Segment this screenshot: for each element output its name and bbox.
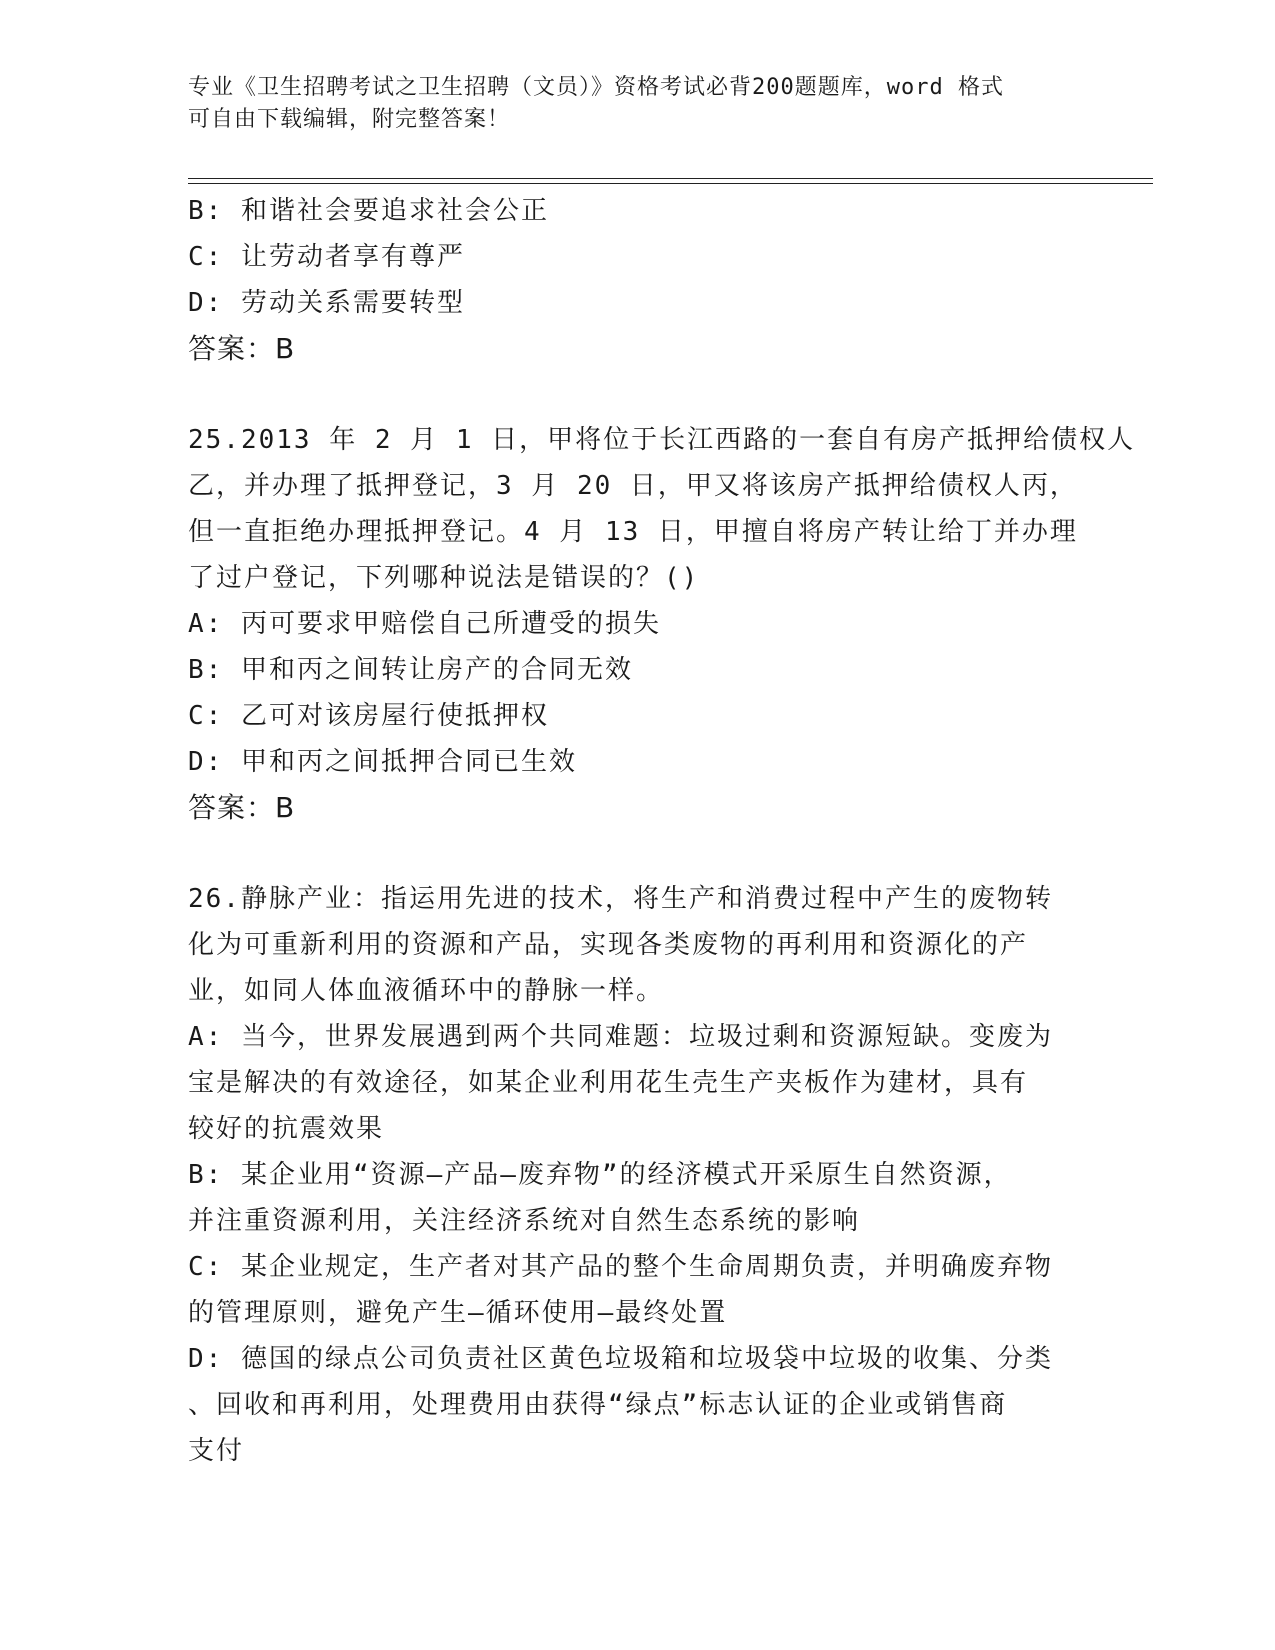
option-b: B: 甲和丙之间转让房产的合同无效	[188, 655, 633, 685]
option-a: A: 丙可要求甲赔偿自己所遭受的损失	[188, 609, 661, 639]
question-25	[188, 417, 1136, 831]
option-c-line: 的管理原则，避免产生—循环使用—最终处置	[188, 1298, 728, 1328]
question-stem-line: 26.静脉产业：指运用先进的技术，将生产和消费过程中产生的废物转	[188, 884, 1053, 914]
header-rule-top	[188, 178, 1153, 179]
answer-line: 答案：B	[188, 791, 296, 824]
header-line-2: 可自由下载编辑，附完整答案！	[188, 107, 511, 132]
option-d-line: 支付	[188, 1436, 245, 1466]
question-24	[188, 188, 1078, 372]
answer-line: 答案：B	[188, 332, 296, 365]
option-d: D: 劳动关系需要转型	[188, 288, 465, 318]
option-a-line: 宝是解决的有效途径，如某企业利用花生壳生产夹板作为建材，具有	[188, 1068, 1029, 1098]
document-header	[188, 72, 1088, 136]
option-c: C: 让劳动者享有尊严	[188, 242, 465, 272]
question-stem-line: 乙，并办理了抵押登记，3 月 20 日，甲又将该房产抵押给债权人丙，	[188, 471, 1078, 501]
option-b: B: 和谐社会要追求社会公正	[188, 196, 549, 226]
option-a-line: A: 当今，世界发展遇到两个共同难题：垃圾过剩和资源短缺。变废为	[188, 1022, 1053, 1052]
question-stem-line: 但一直拒绝办理抵押登记。4 月 13 日，甲擅自将房产转让给丁并办理	[188, 517, 1078, 547]
option-a-line: 较好的抗震效果	[188, 1114, 385, 1144]
question-stem-line: 化为可重新利用的资源和产品，实现各类废物的再利用和资源化的产	[188, 930, 1029, 960]
option-d-line: 、回收和再利用，处理费用由获得“绿点”标志认证的企业或销售商	[188, 1390, 1008, 1420]
option-b-line: 并注重资源利用，关注经济系统对自然生态系统的影响	[188, 1206, 861, 1236]
question-stem-line: 25.2013 年 2 月 1 日，甲将位于长江西路的一套自有房产抵押给债权人	[188, 425, 1136, 455]
spacer	[188, 831, 1078, 876]
option-c-line: C: 某企业规定，生产者对其产品的整个生命周期负责，并明确废弃物	[188, 1252, 1053, 1282]
document-body	[188, 188, 1136, 1474]
question-26	[188, 876, 1078, 1474]
spacer	[188, 372, 1078, 417]
question-stem-line: 了过户登记，下列哪种说法是错误的？()	[188, 563, 700, 593]
header-line-1: 专业《卫生招聘考试之卫生招聘（文员）》资格考试必背200题题库，word 格式	[188, 75, 1004, 100]
header-rule-bottom	[188, 183, 1153, 184]
question-stem-line: 业，如同人体血液循环中的静脉一样。	[188, 976, 665, 1006]
option-d: D: 甲和丙之间抵押合同已生效	[188, 747, 577, 777]
option-d-line: D: 德国的绿点公司负责社区黄色垃圾箱和垃圾袋中垃圾的收集、分类	[188, 1344, 1053, 1374]
option-c: C: 乙可对该房屋行使抵押权	[188, 701, 549, 731]
option-b-line: B: 某企业用“资源—产品—废弃物”的经济模式开采原生自然资源，	[188, 1160, 1012, 1190]
